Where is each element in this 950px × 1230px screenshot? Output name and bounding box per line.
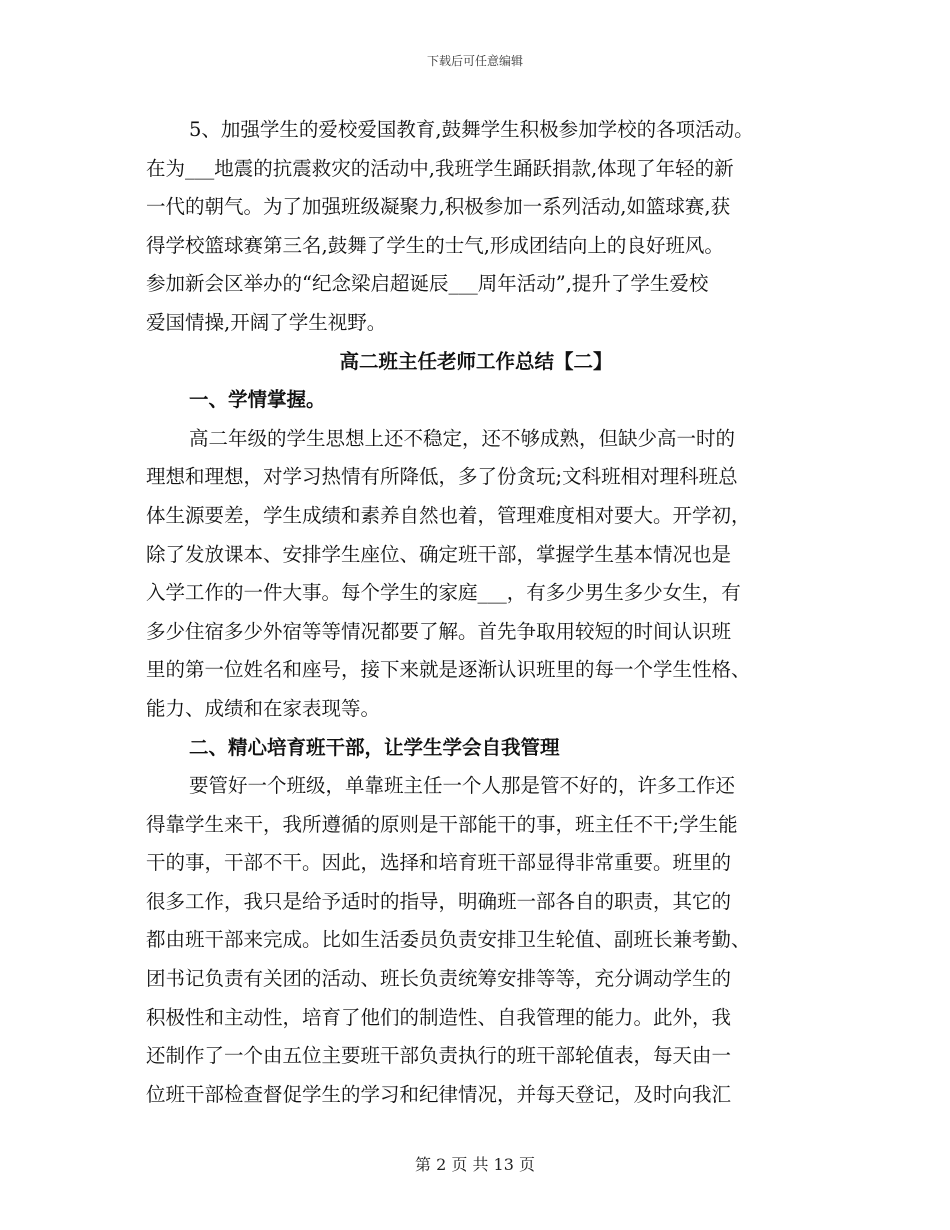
paragraph-line: 位班干部检查督促学生的学习和纪律情况，并每天登记，及时向我汇	[146, 1082, 732, 1106]
paragraph-line: 在为___地震的抗震救灾的活动中,我班学生踊跃捐款,体现了年轻的新	[146, 156, 734, 180]
paragraph-line: 里的第一位姓名和座号，接下来就是逐渐认识班里的每一个学生性格、	[146, 658, 751, 682]
section-heading: 一、学情掌握。	[189, 388, 326, 412]
document-body	[146, 111, 806, 1114]
page-header-note: 下载后可任意编辑	[426, 54, 523, 68]
paragraph-line: 一代的朝气。为了加强班级凝聚力,积极参加一系列活动,如篮球赛,获	[146, 195, 731, 219]
paragraph-line: 团书记负责有关团的活动、班长负责统筹安排等等，充分调动学生的	[146, 967, 732, 991]
paragraph-line: 积极性和主动性，培育了他们的制造性、自我管理的能力。此外，我	[146, 1005, 732, 1029]
section-title: 高二班主任老师工作总结【二】	[339, 349, 613, 373]
paragraph-line: 参加新会区举办的“纪念梁启超诞辰___周年活动”,提升了学生爱校	[146, 272, 709, 296]
paragraph-line: 除了发放课本、安排学生座位、确定班干部，掌握学生基本情况也是	[146, 542, 732, 566]
paragraph-line: 高二年级的学生思想上还不稳定，还不够成熟，但缺少高一时的	[189, 426, 736, 450]
paragraph-line: 5、加强学生的爱校爱国教育,鼓舞学生积极参加学校的各项活动。	[189, 118, 754, 141]
paragraph-line: 都由班干部来完成。比如生活委员负责安排卫生轮值、副班长兼考勤、	[146, 928, 751, 952]
paragraph-line: 很多工作，我只是给予适时的指导，明确班一部各自的职责，其它的	[146, 889, 732, 913]
paragraph-line: 多少住宿多少外宿等等情况都要了解。首先争取用较短的时间认识班	[146, 619, 732, 643]
paragraph-line: 还制作了一个由五位主要班干部负责执行的班干部轮值表，每天由一	[146, 1044, 732, 1068]
paragraph-line: 干的事，干部不干。因此，选择和培育班干部显得非常重要。班里的	[146, 851, 732, 875]
paragraph-line: 得靠学生来干，我所遵循的原则是干部能干的事，班主任不干;学生能	[146, 812, 738, 836]
paragraph-line: 入学工作的一件大事。每个学生的家庭___，有多少男生多少女生，有	[146, 581, 741, 605]
paragraph-line: 爱国情操,开阔了学生视野。	[146, 310, 387, 334]
paragraph-line: 理想和理想，对学习热情有所降低，多了份贪玩;文科班相对理科班总	[146, 465, 738, 489]
page-number-footer: 第 2 页 共 13 页	[415, 1155, 535, 1174]
paragraph-line: 要管好一个班级，单靠班主任一个人那是管不好的，许多工作还	[189, 774, 736, 798]
paragraph-line: 得学校篮球赛第三名,鼓舞了学生的士气,形成团结向上的良好班风。	[146, 233, 724, 257]
paragraph-line: 体生源要差，学生成绩和素养自然也着，管理难度相对要大。开学初，	[146, 503, 751, 527]
section-heading: 二、精心培育班干部，让学生学会自我管理	[189, 735, 560, 759]
paragraph-line: 能力、成绩和在家表现等。	[146, 696, 381, 720]
